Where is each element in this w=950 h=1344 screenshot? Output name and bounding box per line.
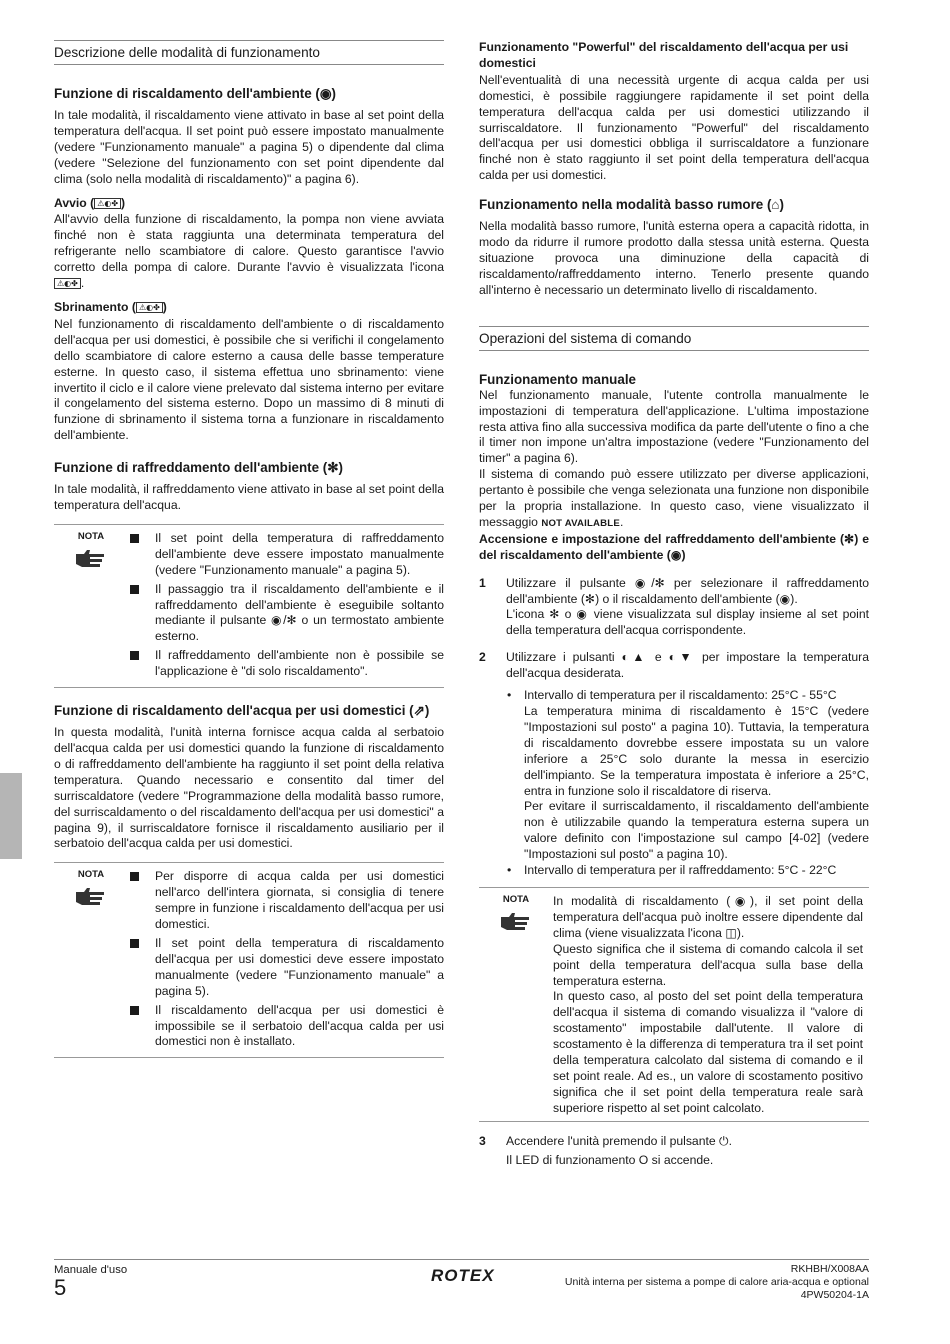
note-label: NOTA — [77, 869, 105, 881]
heading-avvio: Avvio ( ⚠◐✤ ) — [54, 195, 126, 210]
step-2: 2 Utilizzare i pulsanti ◐▲ e ◐▼ per impostare la temperatura dell'acqua desiderata. • Intervallo di temperatura per il riscaldamento: 25°C - 55°C La temperatura minima di riscaldamento è 15°C (vedere "Impostazioni sul posto" a pagina 10). Tuttavia, la temperatura di riscaldamento dovrebbe essere impostata su un valore inferiore a 25°C solo durante la messa in esercizio dell'impianto. Se la temperatura impostata è inferiore a 25°C, entra in funzione solo il riscaldatore di riserva. Per evitare il surriscaldamento, il riscaldamento dell'ambiente non è utilizzabile quando la temperatura esterna supera un valore definito con l'impostazione sul campo [4-02] (vedere "Impostazioni sul posto" a pagina 10). • Intervallo di temperatura per il raffreddamento: 5°C - 22°C — [479, 650, 869, 879]
heading-powerful: Funzionamento "Powerful" del riscaldamento dell'acqua per usi domestici — [479, 40, 849, 70]
footer-manual-label: Manuale d'uso — [54, 1264, 128, 1276]
step-2-text: Utilizzare i pulsanti ◐▲ e ◐▼ per impostare la temperatura dell'acqua desiderata. — [506, 650, 869, 681]
pointing-hand-icon — [479, 911, 553, 938]
footer-divider — [54, 1259, 869, 1260]
para-cooling: In tale modalità, il raffreddamento viene attivato in base al set point della temperatura dell'acqua. — [54, 482, 445, 513]
side-tab-marker — [0, 773, 22, 859]
para-heating: In tale modalità, il riscaldamento viene attivato in base al set point della temperatura dell'acqua. Il set point può essere impostato manualmente (vedere "Funzionamento manuale" a pagina 5) o dipendente dal clima (vedere "Selezione del funzionamento con set point dipendente dal clima (solo nella modalità di riscaldamento)" a pagina 6). — [54, 108, 444, 186]
para-dhw: In questa modalità, l'unità interna fornisce acqua calda al serbatoio dell'acqua calda per usi domestici quando la funzione di riscaldamento o di raffreddamento dell'ambiente ha raggiunto il set point della relativa temperatura. Quando necessario e consentito dal timer del surriscaldatore (vedere "Programmazione della modalità basso rumore, del surriscaldamento o del riscaldamento dell'acqua per usi domestici" a pagina 9), il surriscaldatore fornisce il riscaldamento ausiliario per il serbatoio dell'acqua calda per usi domestici. — [54, 725, 444, 851]
note-item: Per disporre di acqua calda per usi domestici nell'arco dell'intera giornata, si consiglia di tenere sempre in funzione i riscaldamento dell'acqua per usi domestici. — [128, 869, 444, 933]
note-item: Il riscaldamento dell'acqua per usi domestici è impossibile se il serbatoio dell'acqua calda per usi domestici non è installato. — [128, 1003, 444, 1051]
heading-accensione: Accensione e impostazione del raffreddamento dell'ambiente (✻) e del riscaldamento dell'ambiente (◉) — [479, 531, 869, 562]
para-avvio: All'avvio della funzione di riscaldamento, la pompa non viene avviata finché non è stata raggiunta una determinata temperatura del refrigerante nello scambiatore di calore. Questo garantisce l'avvio corretto della pompa di calore. Durante l'avvio è visualizzata l'icona ⚠◐✤ . — [54, 212, 444, 291]
heading-sbrinamento: Sbrinamento ( ⚠◐✤ ) — [54, 299, 167, 314]
step-1-text: Utilizzare il pulsante ◉/✻ per selezionare il raffreddamento dell'ambiente (✻) o il riscaldamento dell'ambiente (◉). — [506, 575, 869, 606]
defrost-icon: ⚠◐✤ — [136, 302, 163, 313]
page-number: 5 — [54, 1275, 67, 1300]
para-powerful: Nell'eventualità di una necessità urgente di acqua calda per usi domestici, è possibile raggiungere rapidamente il set point della temperatura dell'acqua calda per usi domestici utilizzando il surriscaldatore. Il funzionamento "Powerful" del riscaldamento dell'acqua per usi domestici obbliga il surriscaldatore a funzionare finché non è stato raggiunto il set point della temperatura dell'acqua calda per usi domestici. — [479, 72, 869, 183]
note-weather-p2: Questo significa che il sistema di comando calcola il set point della temperatura dell'acqua sulla base della temperatura esterna. — [553, 941, 863, 988]
startup-icon: ⚠◐✤ — [94, 198, 121, 209]
heading-lownoise: Funzionamento nella modalità basso rumore (⌂) — [479, 197, 784, 213]
note-box-cooling — [54, 524, 444, 688]
heading-cooling: Funzione di raffreddamento dell'ambiente (✻) — [54, 460, 343, 476]
note-weather-p3: In questo caso, al posto del set point della temperatura dell'acqua il sistema di comando visualizza il "valore di scostamento" impostabile dall'utente. Il valore di scostamento è la differenza di temperatura tra il set point della temperatura calcolato dal sistema di comando e il set point reale. Ad es., un valore di scostamento positivo significa che il set point della temperatura reale sarà superiore rispetto al set point calcolato. — [553, 989, 863, 1115]
footer-model: RKHBH/X008AA — [790, 1263, 869, 1275]
footer-code: 4PW50204-1A — [800, 1289, 869, 1302]
bullet-heating-range: • Intervallo di temperatura per il riscaldamento: 25°C - 55°C La temperatura minima di riscaldamento è 15°C (vedere "Impostazioni sul posto" a pagina 10). Tuttavia, la temperatura di riscaldamento dovrebbe essere impostata su un valore inferiore a 25°C solo durante la messa in esercizio dell'impianto. Se la temperatura impostata è inferiore a 25°C, entra in funzione solo il riscaldatore di riserva. Per evitare il surriscaldamento, il riscaldamento dell'ambiente non è utilizzabile quando la temperatura esterna supera un valore definito con l'impostazione sul campo [4-02] (vedere "Impostazioni sul posto" a pagina 10). — [506, 688, 869, 863]
para-manual-2: Il sistema di comando può essere utilizzato per diverse applicazioni, pertanto è possibile che venga selezionata una funzione non disponibile per la propria installazione. In questo caso, viene visualizzato il messaggio NOT AVAILABLE. — [479, 467, 869, 529]
para-manual-1: Nel funzionamento manuale, l'utente controlla manualmente le impostazioni di temperatura dell'applicazione. L'ultima impostazione resta attiva fino alla successiva modifica da parte dell'utente o fino a che il timer non impone un'altra impostazione (vedere "Funzionamento del timer" a pagina 6). — [479, 387, 869, 466]
footer-description: Unità interna per sistema a pompe di calore aria-acqua e optional — [564, 1276, 869, 1289]
note-item: Il raffreddamento dell'ambiente non è possibile se l'applicazione è "di solo riscaldamento". — [128, 648, 444, 680]
heading-heating: Funzione di riscaldamento dell'ambiente (◉) — [54, 86, 336, 101]
section-title-operazioni: Operazioni del sistema di comando — [479, 326, 869, 351]
left-column — [54, 40, 444, 1070]
bullet-cooling-range: • Intervallo di temperatura per il raffreddamento: 5°C - 22°C — [506, 863, 869, 879]
heading-manual: Funzionamento manuale — [479, 371, 636, 387]
step-1: 1 Utilizzare il pulsante ◉/✻ per selezionare il raffreddamento dell'ambiente (✻) o il riscaldamento dell'ambiente (◉). L'icona ✻ o ◉ viene visualizzata sul display insieme al set point della temperatura dell'acqua corrispondente. — [479, 575, 869, 638]
step-1-subtext: L'icona ✻ o ◉ viene visualizzata sul display insieme al set point della temperatura dell'acqua corrispondente. — [506, 607, 869, 638]
para-lownoise: Nella modalità basso rumore, l'unità esterna opera a capacità ridotta, in modo da ridurre il rumore prodotto dalla stessa unità esterna. Questa situazione provoca una diminuzione della capacità di riscaldamento/raffreddamento interno. Tenerlo presente quando all'interno è necessario un determinato livello di riscaldamento. — [479, 219, 869, 297]
rotex-logo: ROTEX — [431, 1266, 495, 1285]
para-sbrinamento: Nel funzionamento di riscaldamento dell'ambiente o di riscaldamento dell'acqua per usi domestici, è possibile che si verifichi il congelamento dello scambiatore di calore esterno a causa delle basse temperature esterne. In questo caso, il sistema effettua uno sbrinamento: viene invertito il ciclo e il calore viene prelevato dal sistema interno per evitare il congelamento del sistema esterno. Dopo un massimo di 8 minuti di funzione di sbrinamento il sistema torna a funzionare in riscaldamento dell'ambiente. — [54, 316, 444, 443]
note-box-dhw — [54, 862, 444, 1058]
note-label: NOTA — [502, 893, 530, 905]
right-column — [479, 40, 869, 1168]
section-title-modalita: Descrizione delle modalità di funzionamento — [54, 40, 444, 65]
note-label: NOTA — [77, 530, 105, 542]
note-item: Il set point della temperatura di riscaldamento dell'acqua per usi domestici deve essere impostato manualmente (vedere "Funzionamento manuale" a pagina 5). — [128, 936, 444, 1000]
pointing-hand-icon — [54, 886, 128, 913]
step-3: 3 Accendere l'unità premendo il pulsante ⏻. Il LED di funzionamento O si accende. — [479, 1134, 869, 1169]
note-box-weather — [479, 887, 869, 1122]
heading-dhw: Funzione di riscaldamento dell'acqua per usi domestici (⇗) — [54, 703, 430, 719]
pointing-hand-icon — [54, 548, 128, 575]
step-3-subtext: Il LED di funzionamento O si accende. — [506, 1152, 714, 1167]
not-available-message: NOT AVAILABLE — [541, 517, 620, 529]
note-item: Il set point della temperatura di raffreddamento dell'ambiente deve essere impostato manualmente (vedere "Funzionamento manuale" a pagina 5). — [128, 531, 444, 579]
footer-info — [565, 1263, 869, 1303]
step-3-text: Accendere l'unità premendo il pulsante ⏻. — [506, 1133, 733, 1148]
note-item: Il passaggio tra il riscaldamento dell'ambiente e il raffreddamento dell'ambiente è eseguibile soltanto mediante il pulsante ◉/✻ o un termostato ambiente esterno. — [128, 582, 444, 646]
note-weather-p1: In modalità di riscaldamento (◉), il set point della temperatura dell'acqua può inoltre essere dipendente dal clima (viene visualizzata l'icona ◫). — [553, 893, 863, 940]
startup-icon-inline: ⚠◐✤ — [54, 278, 81, 289]
